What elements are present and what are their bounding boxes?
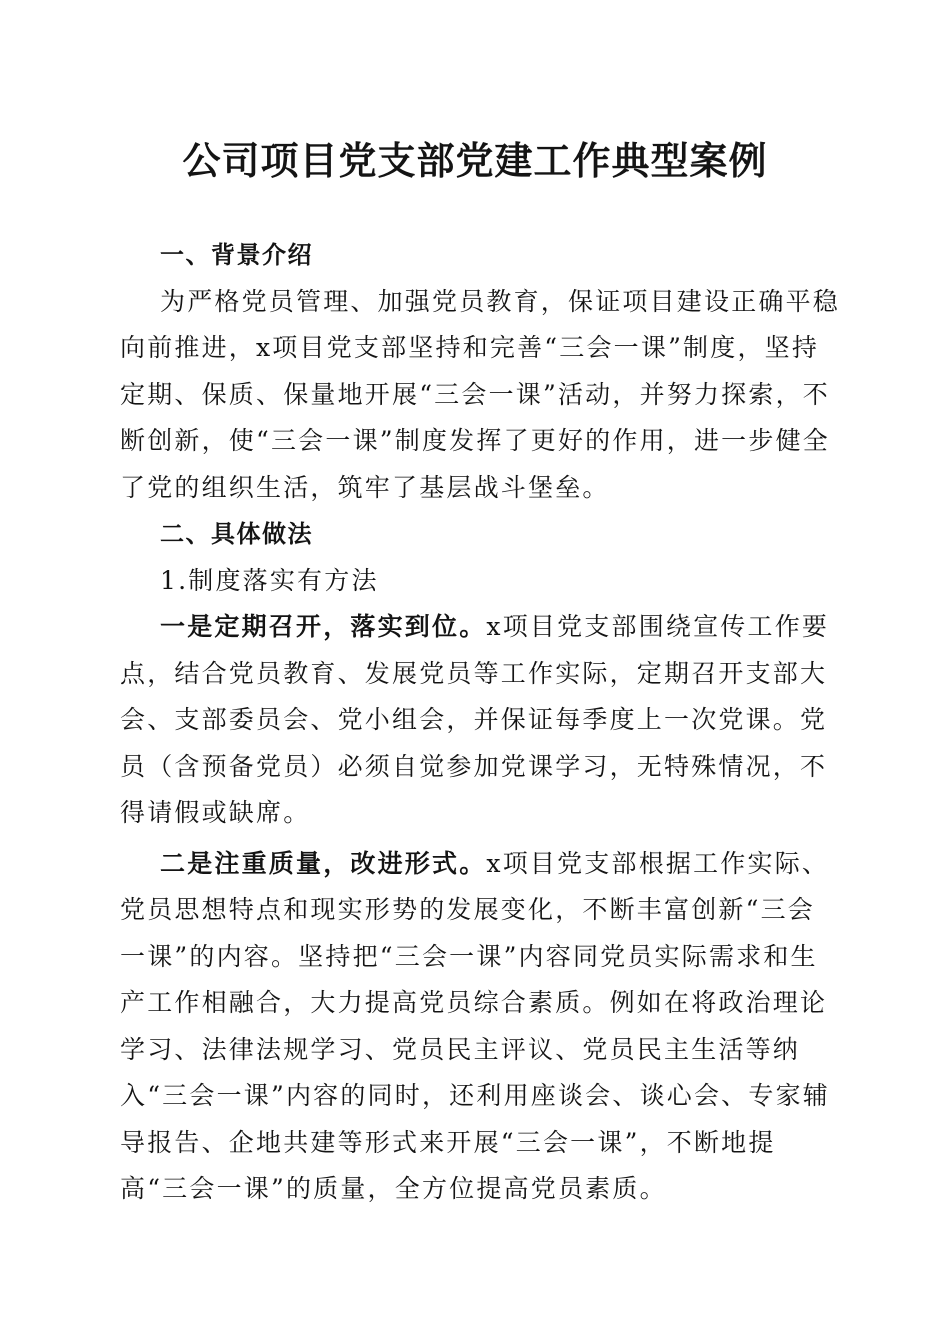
document-title: 公司项目党支部党建工作典型案例 — [182, 138, 768, 183]
method-2-text: x项目党支部根据工作实际、党员思想特点和现实形势的发展变化，不断丰富创新“三会一课”的内容。坚持把“三会一课”内容同党员实际需求和生产工作相融合，大力提高党员综合素质。例如在将政治理论学习、法律法规学习、党员民主评议、党员民主生活等纳入“三会一课”内容的同时，还利用座谈会、谈心会、专家辅导报告、企地共建等形式来开展“三会一课”，不断地提高“三会一课”的质量，全方位提高党员素质。 — [120, 848, 830, 1203]
document-body — [120, 232, 840, 1213]
method-2-lead: 二是注重质量，改进形式。 — [160, 848, 487, 878]
method-1-text: x项目党支部围绕宣传工作要点，结合党员教育、发展党员等工作实际，定期召开支部大会、支部委员会、党小组会，并保证每季度上一次党课。党员（含预备党员）必须自觉参加党课学习，无特殊情况，不得请假或缺席。 — [120, 612, 830, 827]
method-paragraph-2 — [120, 841, 840, 1213]
section-heading-methods: 二、具体做法 — [160, 520, 313, 548]
section-heading-background: 一、背景介绍 — [160, 241, 313, 269]
subheading-system-implementation: 1.制度落实有方法 — [160, 565, 379, 595]
background-paragraph: 为严格党员管理、加强党员教育，保证项目建设正确平稳向前推进，x项目党支部坚持和完善“三会一课”制度，坚持定期、保质、保量地开展“三会一课”活动，并努力探索，不断创新，使“三会一课”制度发挥了更好的作用，进一步健全了党的组织生活，筑牢了基层战斗堡垒。 — [120, 286, 841, 502]
method-paragraph-1 — [120, 604, 840, 837]
method-1-lead: 一是定期召开，落实到位。 — [160, 612, 487, 641]
